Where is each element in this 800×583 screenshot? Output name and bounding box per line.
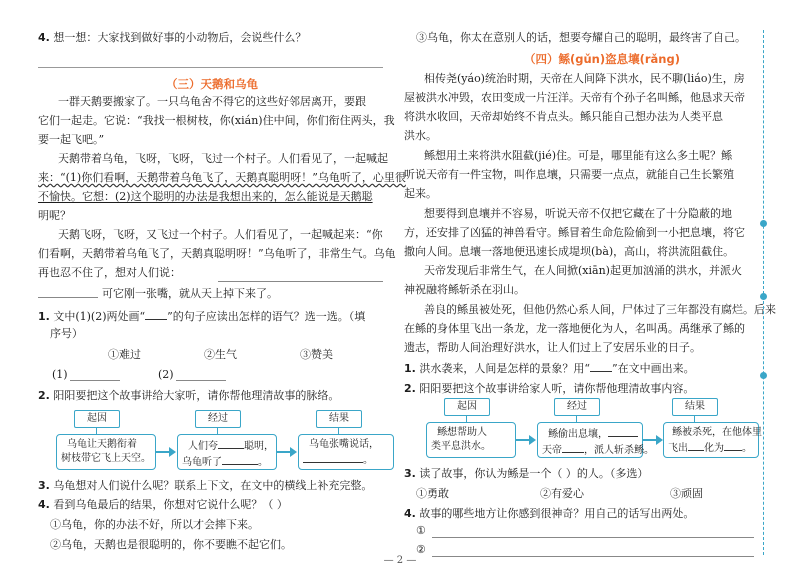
arrow-icon: [290, 447, 297, 457]
chain-label-process: 经过: [195, 410, 241, 428]
arrow-icon: [169, 447, 176, 457]
option: ②有爱心: [540, 487, 584, 500]
underline-sample: [145, 309, 167, 320]
passage-line: 撒向人间。息壤一落地便迅速长成堤坝(bà)，高山，将洪流阻截住。: [404, 245, 735, 258]
left-q3: 3. 乌龟想对人们说什么呢？联系上下文，在文中的横线上补充完整。: [38, 479, 373, 492]
fill-blank[interactable]: [303, 452, 363, 463]
passage-line: 遗志，帮助人间治理好洪水，让人们过上了安居乐业的日子。: [404, 341, 701, 354]
option: ③顽固: [670, 487, 703, 500]
passage-line: 们看啊，天鹅带着乌龟飞了，天鹅真聪明呀！”乌龟听了，非常生气。乌龟: [38, 247, 396, 260]
chain-label-cause: 起因: [74, 410, 120, 428]
passage-line: 天鹅带着乌龟，飞呀，飞呀，飞过一个村子。人们看见了，一起喊起: [58, 152, 388, 165]
chain-box-result: 乌龟张嘴说话， 。: [298, 434, 394, 470]
chain-label-process: 经过: [554, 398, 600, 416]
left-q1-cont: 序号）: [50, 327, 83, 340]
answer-line[interactable]: [432, 556, 754, 557]
passage-line: 相传尧(yáo)统治时期，天帝在人间降下洪水，民不聊(liáo)生，房: [424, 72, 745, 85]
right-q2: 2. 阳阳要把这个故事讲给家人听，请你帮他理清故事内容。: [404, 382, 695, 395]
option: ①难过: [108, 348, 141, 361]
left-q2: 2. 阳阳要把这个故事讲给大家听，请你帮他理清故事的脉络。: [38, 389, 340, 402]
chain-label-result: 结果: [316, 410, 362, 428]
passage-line: 洪水。: [404, 129, 437, 142]
passage-line: 善良的鲧虽被处死，但他仍然心系人间，尸体过了三年都没有腐烂。后来: [424, 303, 776, 316]
option: ①勇敢: [416, 487, 449, 500]
passage-line: 在鲧的身体里飞出一条龙，龙一落地便化为人，名叫禹。禹继承了鲧的: [404, 322, 745, 335]
answer-line: [38, 67, 383, 68]
section-title-3: （三）天鹅和乌龟: [166, 77, 258, 91]
passage-line: 听说天帝有一件宝物，叫作息壤，只需要一点点，就能自己生长繁殖: [404, 168, 734, 181]
passage-line: 不愉快。它想：(2)这个聪明的办法是我想出来的，怎么能说是天鹅聪: [38, 190, 373, 203]
margin-dot-icon: [760, 220, 767, 227]
fill-blank[interactable]: [222, 454, 258, 465]
answer-blank[interactable]: [70, 380, 120, 381]
passage-line: 再也忍不住了，想对人们说：: [38, 266, 181, 279]
right-q1: 1. 洪水袭来，人间是怎样的景象？用“ ”在文中画出来。: [404, 362, 695, 375]
arrow-icon: [529, 435, 536, 445]
margin-dot-icon: [760, 293, 767, 300]
blank-label: (1): [52, 368, 68, 381]
passage-line: 一群天鹅要搬家了。一只乌龟舍不得它的这些好邻居离开，要跟: [58, 95, 366, 108]
fill-blank[interactable]: [608, 426, 638, 437]
answer-blank[interactable]: [176, 380, 226, 381]
fill-line[interactable]: [38, 297, 98, 298]
chain-box-result: 鲧被杀死，在他体里 飞出 化为 。: [663, 422, 759, 458]
underline-sample: [590, 361, 612, 372]
left-q1: 1. 文中(1)(2)两处画“ ”的句子应读出怎样的语气？选一选。（填: [38, 310, 366, 323]
fill-line[interactable]: [218, 281, 383, 282]
answer-mark: ②: [416, 543, 426, 556]
left-q4-top: 4. 想一想：大家找到做好事的小动物后，会说些什么？: [38, 31, 307, 44]
margin-dot-icon: [760, 372, 767, 379]
passage-line: 起来。: [404, 187, 437, 200]
page-number: — 2 —: [383, 555, 417, 566]
option: ③赞美: [300, 348, 333, 361]
answer-line[interactable]: [432, 537, 754, 538]
fill-blank[interactable]: [218, 438, 244, 449]
passage-line: 天鹅飞呀，飞呀，又飞过一个村子。人们看见了，一起喊起来：“你: [58, 228, 383, 241]
option: ①乌龟，你的办法不好，所以才会摔下来。: [50, 518, 259, 531]
right-q4: 4. 故事的哪些地方让你感到很神奇？用自己的话写出两处。: [404, 507, 695, 520]
blank-label: (2): [158, 368, 174, 381]
passage-line: 来：“(1)你们看啊，天鹅带着乌龟飞了，天鹅真聪明呀！”乌龟听了，心里很: [38, 171, 406, 184]
option: ②生气: [204, 348, 237, 361]
passage-line: 屋被洪水冲毁，农田变成一片汪洋。天帝有个孙子名叫鲧，他恳求天帝: [404, 91, 745, 104]
passage-line: 方，还安排了凶猛的神兽看守。鲧冒着生命危险偷到一小把息壤，将它: [404, 226, 745, 239]
arrow-icon: [656, 435, 663, 445]
chain-label-cause: 起因: [444, 398, 490, 416]
passage-line: 明呢？: [38, 209, 71, 222]
passage-line: 天帝发现后非常生气，在人间掀(xiān)起更加汹涌的洪水，并派火: [424, 264, 742, 277]
section-title-4: （四）鲧(gǔn)盗息壤(rǎng): [524, 52, 680, 66]
option: ③乌龟，你太在意别人的话，想要夸耀自己的聪明，最终害了自己。: [416, 31, 746, 44]
chain-box-cause: 乌龟让天鹅衔着 树枝带它飞上天空。: [56, 434, 156, 470]
left-q4: 4. 看到乌龟最后的结果，你想对它说什么呢？（ ）: [38, 498, 288, 511]
passage-line: 它们一起走。它说：“我找一根树枝，你(xián)住中间，你们衔住两头，我: [38, 114, 395, 127]
right-q3: 3. 读了故事，你认为鲧是一个（ ）的人。（多选）: [404, 467, 649, 480]
fill-blank[interactable]: [688, 440, 704, 451]
chain-box-cause: 鲧想帮助人 类平息洪水。: [426, 422, 516, 458]
fill-blank[interactable]: [562, 442, 584, 453]
passage-line: 鲧想用土来将洪水阻截(jié)住。可是，哪里能有这么多土呢？鲧: [424, 149, 733, 162]
option: ②乌龟，天鹅也是很聪明的，你不要瞧不起它们。: [50, 538, 292, 551]
chain-box-process: 人们夸 聪明， 乌龟听了 。: [177, 434, 277, 470]
passage-line: 想要得到息壤并不容易，听说天帝不仅把它藏在了十分隐蔽的地: [424, 207, 732, 220]
chain-label-result: 结果: [672, 398, 718, 416]
passage-line: 将洪水收回，天帝却始终不肯点头。鲧只能自己想办法为人类平息: [404, 110, 723, 123]
passage-line: 要一起飞吧。”: [38, 133, 105, 146]
fill-blank[interactable]: [724, 440, 742, 451]
passage-line: 神祝融将鲧斩杀在羽山。: [404, 283, 525, 296]
answer-mark: ①: [416, 524, 426, 537]
chain-box-process: 鲧偷出息壤， 天帝 ，派人斩杀鲧。: [537, 422, 643, 458]
passage-line: 可它刚一张嘴，就从天上掉下来了。: [102, 287, 278, 300]
